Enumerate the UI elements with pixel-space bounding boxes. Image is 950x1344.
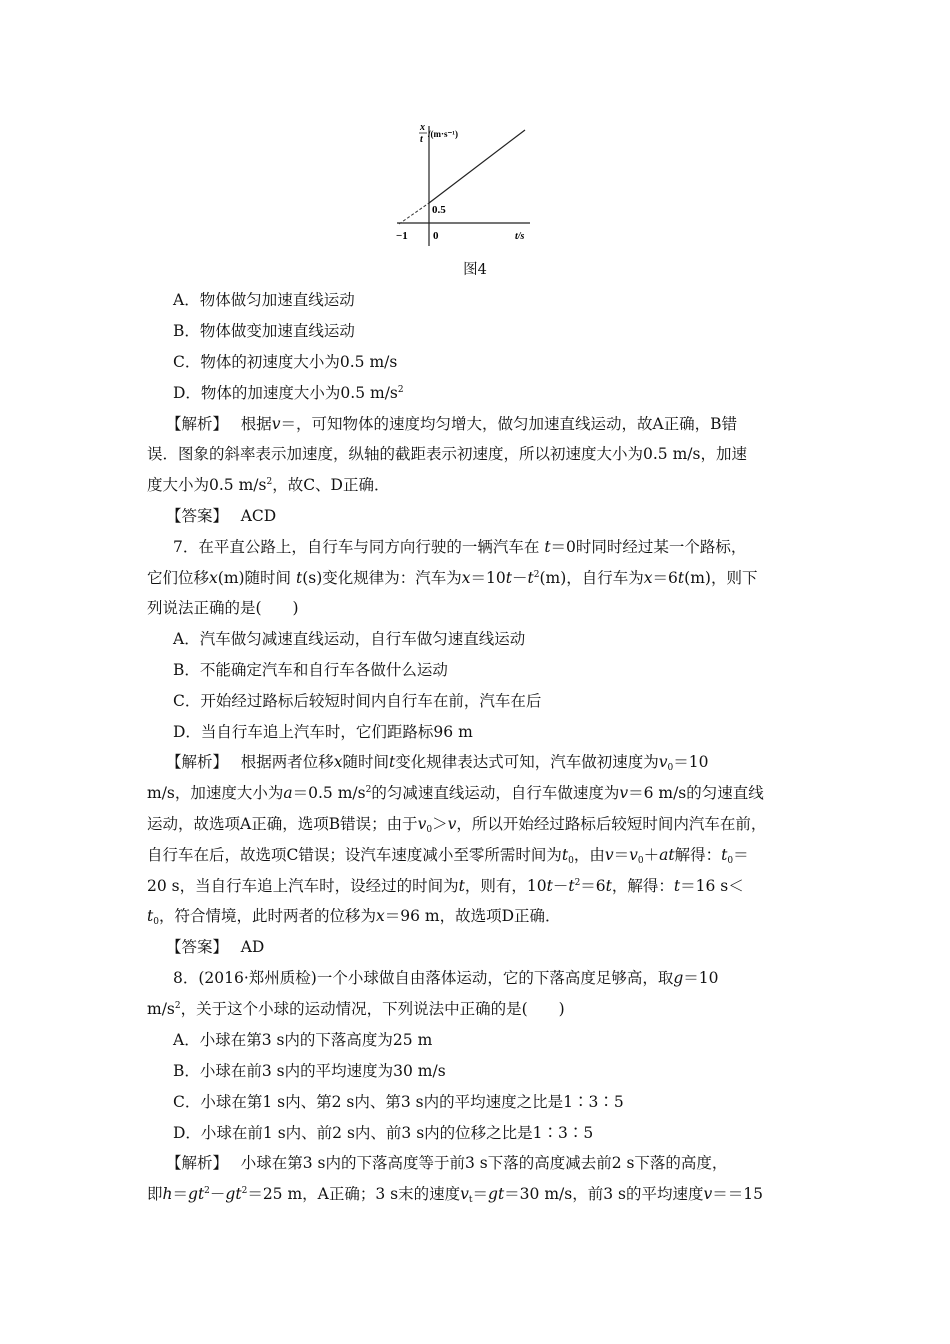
q7-stem-line3: 列说法正确的是( ) bbox=[147, 599, 299, 617]
q8-analysis-line2: 即$h=gt^2-gt^2=25$ m，A正确；3 s末的速度$v_t=gt=30$ m/s，前3 s的平均速度v＝＝15 bbox=[147, 1185, 763, 1205]
q8-stem-line2: $m/s^2$，关于这个小球的运动情况，下列说法中正确的是( ) bbox=[147, 1000, 565, 1018]
q7-analysis-line6: $t_0$，符合情境，此时两者的位移为x＝96 m，故选项D正确． bbox=[147, 907, 561, 927]
y-label-num: x bbox=[420, 122, 425, 133]
q7-analysis-line5: 20 s，当自行车追上汽车时，设经过的时间为t，则有，$10t-t^2=6t$，解得：t＝16 s＜ bbox=[147, 877, 744, 895]
q6-analysis-line2: 误．图象的斜率表示加速度，纵轴的截距表示初速度，所以初速度大小为0.5 m/s，加速 bbox=[147, 445, 747, 463]
q7-analysis-line3: 运动，故选项A正确，选项B错误；由于$v_0>v$，所以开始经过路标后较短时间内汽车在前， bbox=[147, 815, 767, 835]
q8-option-c: C．小球在第1 s内、第2 s内、第3 s内的平均速度之比是1∶3∶5 bbox=[173, 1093, 624, 1111]
q8-option-b: B．小球在前3 s内的平均速度为30 m/s bbox=[173, 1062, 446, 1080]
x-over-t-graph bbox=[395, 118, 555, 250]
analysis-tag: 【解析】 bbox=[166, 753, 221, 771]
q8-analysis-line1: 【解析】 小球在第3 s内的下落高度等于前3 s下落的高度减去前2 s下落的高度， bbox=[166, 1154, 728, 1172]
q6-analysis-line1: 【解析】 根据v＝，可知物体的速度均匀增大，做匀加速直线运动，故A正确，B错 bbox=[166, 415, 738, 433]
tick-intercept: 0.5 bbox=[432, 204, 446, 216]
q6-option-d: D．物体的加速度大小为0.5 $m/s^2$ bbox=[173, 384, 404, 402]
q6-analysis-line3: 度大小为0.5 $m/s^2$，故C、D正确． bbox=[147, 476, 390, 494]
q6-option-b: B．物体做变加速直线运动 bbox=[173, 322, 355, 340]
q7-option-b: B．不能确定汽车和自行车各做什么运动 bbox=[173, 661, 448, 679]
q7-option-d: D．当自行车追上汽车时，它们距路标96 m bbox=[173, 723, 473, 741]
q8-stem-line1: 8．(2016·郑州质检)一个小球做自由落体运动，它的下落高度足够高，取g＝10 bbox=[173, 969, 719, 987]
q7-answer: 【答案】 AD bbox=[166, 938, 265, 956]
q6-option-c: C．物体的初速度大小为0.5 m/s bbox=[173, 353, 398, 371]
y-label-unit: /(m·s⁻¹) bbox=[428, 129, 458, 139]
analysis-tag: 【解析】 bbox=[166, 415, 221, 433]
figure-caption: 图4 bbox=[463, 262, 487, 278]
q7-analysis-line1: 【解析】 根据两者位移x随时间t变化规律表达式可知，汽车做初速度为$v_0=10$ bbox=[166, 753, 709, 773]
q8-option-a: A．小球在第3 s内的下落高度为25 m bbox=[173, 1031, 433, 1049]
q7-stem-line1: 7．在平直公路上，自行车与同方向行驶的一辆汽车在 t＝0时同时经过某一个路标， bbox=[173, 538, 747, 556]
q7-stem-line2: 它们位移x(m)随时间 t(s)变化规律为：汽车为$x=10t-t^2(m)$，自行车为x＝6t(m)，则下 bbox=[147, 569, 758, 587]
graph-line bbox=[429, 130, 525, 203]
q7-option-a: A．汽车做匀减速直线运动，自行车做匀速直线运动 bbox=[173, 630, 526, 648]
q7-analysis-line4: 自行车在后，故选项C错误；设汽车速度减小至零所需时间为$t_0$，由$v=v_0+at$解得：$t_0=$ bbox=[147, 846, 749, 866]
q6-option-a: A．物体做匀加速直线运动 bbox=[173, 291, 355, 309]
answer-tag: 【答案】 bbox=[166, 938, 221, 956]
dashed-extension bbox=[399, 203, 429, 224]
tick-zero: 0 bbox=[433, 230, 439, 242]
y-label-den: t bbox=[420, 134, 423, 145]
q7-analysis-line2: m/s，加速度大小为a＝0.5 $m/s^2$的匀减速直线运动，自行车做速度为v＝6 m/s的匀速直线 bbox=[147, 784, 764, 802]
q8-option-d: D．小球在前1 s内、前2 s内、前3 s内的位移之比是1∶3∶5 bbox=[173, 1124, 594, 1142]
q7-option-c: C．开始经过路标后较短时间内自行车在前，汽车在后 bbox=[173, 692, 542, 710]
analysis-tag: 【解析】 bbox=[166, 1154, 221, 1172]
tick-neg: −1 bbox=[396, 230, 408, 242]
x-label: t/s bbox=[515, 231, 525, 242]
answer-tag: 【答案】 bbox=[166, 507, 221, 525]
q6-answer: 【答案】 ACD bbox=[166, 507, 277, 525]
